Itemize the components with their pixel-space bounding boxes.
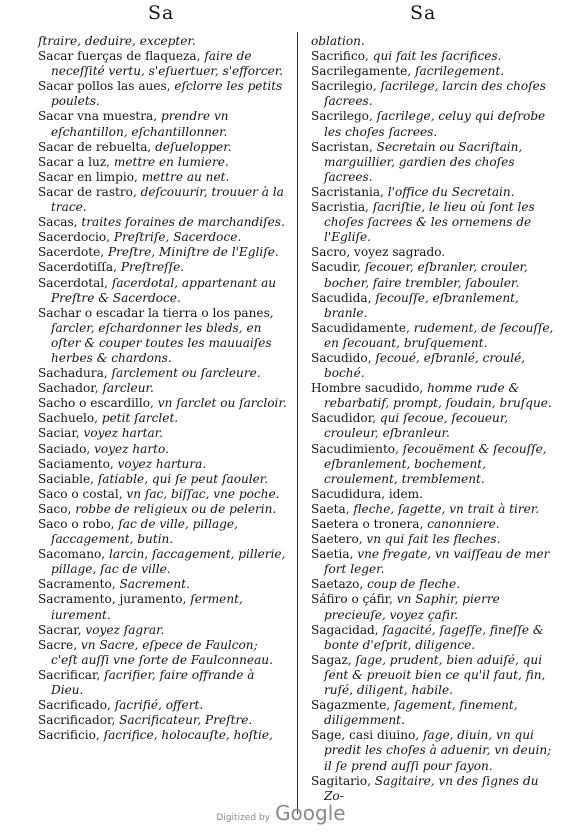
entry-definition: deſuelopper. <box>155 139 232 154</box>
dictionary-entry <box>311 140 561 185</box>
entry-definition: petit ſarclet. <box>101 411 179 426</box>
digitized-watermark <box>0 801 562 825</box>
entry-headword: Sacerdocio, <box>38 230 114 245</box>
entry-headword: Hombre sacudido, <box>311 381 428 396</box>
entry-definition: ſatiable, qui ſe peut ſaouler. <box>97 471 269 486</box>
entry-headword: Sacerdotiſſa, <box>38 260 121 275</box>
entry-headword: Saciamento, <box>38 456 118 471</box>
entry-definition: qui ſecoue, ſecoueur, crouleur, eſbranleur. <box>324 411 509 441</box>
dictionary-entry <box>38 260 288 275</box>
entry-definition: qui fait les ſacrifices. <box>372 49 502 64</box>
entry-headword: Sacar de rastro, <box>38 184 141 199</box>
entry-definition: vne fregate, vn vaiſſeau de mer fort leger. <box>324 547 550 577</box>
entry-headword: Sacas, <box>38 215 82 230</box>
dictionary-entry <box>311 245 561 260</box>
dictionary-entry <box>311 502 561 517</box>
dictionary-entry <box>38 109 288 139</box>
entry-definition: Preſtreſſe. <box>120 260 185 275</box>
entry-headword: Sacar a luz, <box>38 154 114 169</box>
entry-headword: Sacrilego, <box>311 109 377 124</box>
entry-headword: Sacudimiento, <box>311 441 403 456</box>
dictionary-entry <box>38 306 288 366</box>
entry-headword: Sacramento, juramento, <box>38 592 191 607</box>
entry-headword: Sacerdotal, <box>38 275 112 290</box>
entry-definition: vn ſac, biſſac, vne poche. <box>126 486 280 501</box>
entry-headword: Saetazo, <box>311 577 368 592</box>
dictionary-entry <box>311 381 561 411</box>
dictionary-entry <box>38 215 288 230</box>
entry-headword: Sacrificio, <box>38 728 104 743</box>
entry-definition: ſacriſtie, le lieu où ſont les choſes ſacrees & les ornemens de l'Egliſe. <box>324 200 535 245</box>
dictionary-entry <box>311 109 561 139</box>
entry-headword: Sacar pollos las aues, <box>38 79 175 94</box>
dictionary-entry <box>38 668 288 698</box>
dictionary-entry <box>38 517 288 547</box>
column-divider <box>297 32 298 814</box>
dictionary-entry <box>38 396 288 411</box>
entry-definition: oblation. <box>311 34 365 48</box>
entry-headword: Sacar en limpio, <box>38 169 142 184</box>
entry-definition: voyez ſagrar. <box>85 622 165 637</box>
entry-definition: traites foraines de marchandiſes. <box>81 215 285 230</box>
running-head-left: Sa <box>148 2 175 24</box>
entry-headword: Sacrificado, <box>38 698 115 713</box>
entry-definition: Secretain ou Sacriſtain, marguillier, gardien des choſes ſacrees. <box>324 139 523 184</box>
entry-headword: Saciable, <box>38 471 98 486</box>
dictionary-entry <box>38 381 288 396</box>
entry-headword: Saetia, <box>311 547 358 562</box>
dictionary-entry <box>311 547 561 577</box>
entry-headword: Sacudidor, <box>311 411 380 426</box>
entry-headword: Sachar o escadar la tierra o los panes, <box>38 305 274 320</box>
entry-headword: Sacudidura, idem. <box>311 486 423 501</box>
dictionary-entry <box>311 623 561 653</box>
entry-headword: Sacudir, <box>311 260 365 275</box>
dictionary-entry <box>38 276 288 306</box>
entry-definition: Preſtre, Miniſtre de l'Egliſe. <box>107 245 279 260</box>
dictionary-entry <box>38 592 288 622</box>
dictionary-entry <box>311 774 561 804</box>
entry-definition: Sacrement. <box>119 577 190 592</box>
entry-headword: Sachadura, <box>38 366 112 381</box>
dictionary-entry <box>38 79 288 109</box>
entry-definition: voyez harto. <box>94 441 169 456</box>
dictionary-entry <box>38 728 288 743</box>
dictionary-entry <box>38 245 288 260</box>
entry-definition: vn ſarclet ou ſarcloir. <box>157 396 287 411</box>
dictionary-entry <box>38 547 288 577</box>
dictionary-entry <box>311 49 561 64</box>
dictionary-entry <box>38 457 288 472</box>
entry-definition: prendre vn eſchantillon, eſchantillonner. <box>51 109 229 139</box>
dictionary-entry <box>38 698 288 713</box>
watermark-brand: Google <box>275 801 346 825</box>
right-column <box>311 34 561 804</box>
entry-definition: larcin, ſaccagement, pillerie, pillage, ſac de ville. <box>51 547 286 577</box>
dictionary-entry <box>311 291 561 321</box>
dictionary-entry <box>311 411 561 441</box>
entry-headword: Saco o costal, <box>38 486 127 501</box>
dictionary-entry <box>38 472 288 487</box>
dictionary-entry <box>38 155 288 170</box>
dictionary-entry <box>38 411 288 426</box>
entry-definition: Sagitaire, vn des ſignes du Zo- <box>324 773 539 803</box>
entry-definition: ſecoué, eſbranlé, croulé, boché. <box>324 350 526 381</box>
entry-headword: Sacudido, <box>311 350 376 365</box>
entry-headword: Sagacidad, <box>311 622 383 637</box>
dictionary-entry <box>311 487 561 502</box>
dictionary-entry <box>311 592 561 622</box>
entry-definition: ſacrilege, celuy qui deſrobe les choſes ſacrees. <box>324 109 546 139</box>
entry-headword: Sagaz, <box>311 652 356 667</box>
running-head-right: Sa <box>410 2 437 24</box>
entry-headword: Sacrilegio, <box>311 79 381 94</box>
dictionary-entry <box>311 653 561 698</box>
dictionary-entry <box>38 366 288 381</box>
dictionary-entry <box>38 502 288 517</box>
entry-definition: canonniere. <box>427 517 500 531</box>
dictionary-entry <box>38 623 288 638</box>
entry-definition: ſecouer, eſbranler, crouler, bocher, faire trembler, ſabouler. <box>324 260 528 290</box>
entry-definition: vn Sacre, eſpece de Faulcon; c'eſt auſſi vne ſorte de Faulconneau. <box>51 637 273 667</box>
entry-definition: mettre au net. <box>141 169 230 184</box>
entry-definition: ſacrifié, offert. <box>114 698 204 713</box>
dictionary-entry <box>311 79 561 109</box>
dictionary-entry <box>38 713 288 728</box>
entry-headword: Sacar fuerças de flaqueza, <box>38 49 205 64</box>
left-column <box>38 34 288 743</box>
entry-headword: Sacudida, <box>311 290 376 305</box>
entry-headword: Sachador, <box>38 381 103 396</box>
dictionary-entry <box>38 185 288 215</box>
entry-definition: ſerment, iurement. <box>51 592 243 622</box>
entry-headword: Sacre, <box>38 637 81 652</box>
entry-headword: Saciado, <box>38 441 95 456</box>
entry-definition: ſarclement ou ſarcleure. <box>111 366 261 381</box>
entry-definition: ſage, prudent, bien aduiſé, qui ſent & preuoit bien ce qu'il faut, fin, ruſé, diligent, habile. <box>324 652 546 698</box>
dictionary-entry <box>311 34 561 49</box>
entry-headword: Sacramento, <box>38 577 120 592</box>
dictionary-entry <box>38 230 288 245</box>
dictionary-entry <box>311 532 561 547</box>
entry-definition: eſclorre les petits poulets. <box>51 79 283 109</box>
dictionary-entry <box>311 64 561 79</box>
entry-definition: ſage, diuin, vn qui predit les choſes à aduenir, vn deuin; il ſe prend auſſi pour ſayon. <box>324 728 552 773</box>
dictionary-entry <box>311 321 561 351</box>
entry-definition: voyez hartura. <box>117 456 207 471</box>
entry-definition: l'office du Secretain. <box>387 184 515 199</box>
entry-definition: rudement, de ſecouſſe, en ſecouant, bruſquement. <box>324 320 554 350</box>
entry-definition: ſarcler, eſchardonner les bleds, en oſter & couper toutes les mauuaiſes herbes & chardons. <box>51 320 272 365</box>
entry-definition: ſac de ville, pillage, ſaccagement, butin. <box>51 517 238 547</box>
entry-headword: Sacar vna muestra, <box>38 109 161 124</box>
entry-definition: Sacrificateur, Preſtre. <box>119 713 253 728</box>
entry-headword: Sacho o escardillo, <box>38 396 158 411</box>
entry-headword: Sacrar, <box>38 622 86 637</box>
entry-headword: Sacrificar, <box>38 667 105 682</box>
entry-definition: voyez hartar. <box>83 426 163 441</box>
entry-headword: Sacar de rebuelta, <box>38 139 156 154</box>
entry-headword: Saetero, <box>311 532 367 547</box>
entry-definition: ſacrilege, larcin des choſes ſacrees. <box>324 79 547 109</box>
dictionary-entry <box>38 170 288 185</box>
entry-definition: ſecouſſe, eſbranlement, branle. <box>324 290 519 320</box>
dictionary-entry <box>38 34 288 49</box>
entry-definition: ſarcleur. <box>102 381 154 396</box>
entry-definition: fleche, ſagette, vn trait à tirer. <box>353 501 540 516</box>
entry-headword: Sagitario, <box>311 773 375 788</box>
entry-definition: robbe de religieux ou de pelerin. <box>75 501 277 516</box>
entry-definition: vn qui fait les fleches. <box>366 532 501 547</box>
dictionary-entry <box>38 426 288 441</box>
entry-headword: Sacrifico, <box>311 49 373 64</box>
dictionary-entry <box>311 577 561 592</box>
dictionary-entry <box>311 185 561 200</box>
entry-definition: ſtraire, deduire, excepter. <box>38 34 196 48</box>
dictionary-entry <box>311 698 561 728</box>
entry-definition: vn Saphir, pierre precieuſe, voyez çafir. <box>324 592 500 622</box>
entry-definition: ſagement, finement, diligemment. <box>324 698 518 728</box>
entry-definition: deſcouurir, trouuer à la trace. <box>51 184 284 215</box>
entry-definition: coup de fleche. <box>367 577 461 592</box>
entry-definition: ſacrifice, holocauſte, hoſtie, <box>103 728 273 743</box>
entry-headword: Sachuelo, <box>38 411 102 426</box>
entry-headword: Saciar, <box>38 426 84 441</box>
dictionary-entry <box>38 577 288 592</box>
dictionary-entry <box>38 140 288 155</box>
entry-headword: Sacudidamente, <box>311 320 414 335</box>
dictionary-entry <box>311 260 561 290</box>
dictionary-entry <box>38 638 288 668</box>
entry-definition: ſagacité, ſageſſe, fineſſe & bonte d'eſprit, diligence. <box>324 622 544 652</box>
entry-definition: ſacrilegement. <box>415 64 505 79</box>
dictionary-entry <box>311 728 561 773</box>
entry-headword: Sacrilegamente, <box>311 64 416 79</box>
entry-headword: Saetera o tronera, <box>311 517 428 531</box>
entry-definition: mettre en lumiere. <box>113 154 229 169</box>
entry-headword: Saeta, <box>311 501 354 516</box>
entry-headword: Sacristania, <box>311 184 388 199</box>
dictionary-entry <box>311 442 561 487</box>
entry-headword: Sacomano, <box>38 547 109 562</box>
entry-headword: Sage, casi diuino, <box>311 728 424 743</box>
entry-definition: faire de neceſſité vertu, s'eſuertuer, s'efforcer. <box>51 49 284 79</box>
dictionary-entry <box>38 442 288 457</box>
dictionary-entry <box>311 351 561 381</box>
entry-headword: Sagazmente, <box>311 698 394 713</box>
entry-definition: ſecouëment & ſecouſſe, eſbranlement, bochement, croulement, tremblement. <box>324 441 547 486</box>
entry-headword: Sacerdote, <box>38 245 108 260</box>
entry-definition: ſacrifier, faire offrande à Dieu. <box>51 667 255 698</box>
entry-headword: Saco o robo, <box>38 517 119 531</box>
dictionary-entry <box>38 49 288 79</box>
entry-headword: Sacristan, <box>311 139 377 154</box>
dictionary-entry <box>38 487 288 502</box>
dictionary-entry <box>311 517 561 532</box>
dictionary-entry <box>311 200 561 245</box>
entry-definition: homme rude & rebarbatif, prompt, ſoudain, bruſque. <box>324 381 552 411</box>
entry-headword: Sacristia, <box>311 200 373 215</box>
entry-headword: Sáfiro o çáfir, <box>311 592 397 607</box>
entry-definition: Preſtriſe, Sacerdoce. <box>113 230 242 245</box>
entry-headword: Saco, <box>38 501 76 516</box>
entry-headword: Sacro, voyez sagrado. <box>311 245 446 260</box>
entry-headword: Sacrificador, <box>38 713 120 728</box>
entry-definition: ſacerdotal, appartenant au Preſtre & Sacerdoce. <box>51 275 277 305</box>
watermark-prefix: Digitized by <box>216 813 270 823</box>
